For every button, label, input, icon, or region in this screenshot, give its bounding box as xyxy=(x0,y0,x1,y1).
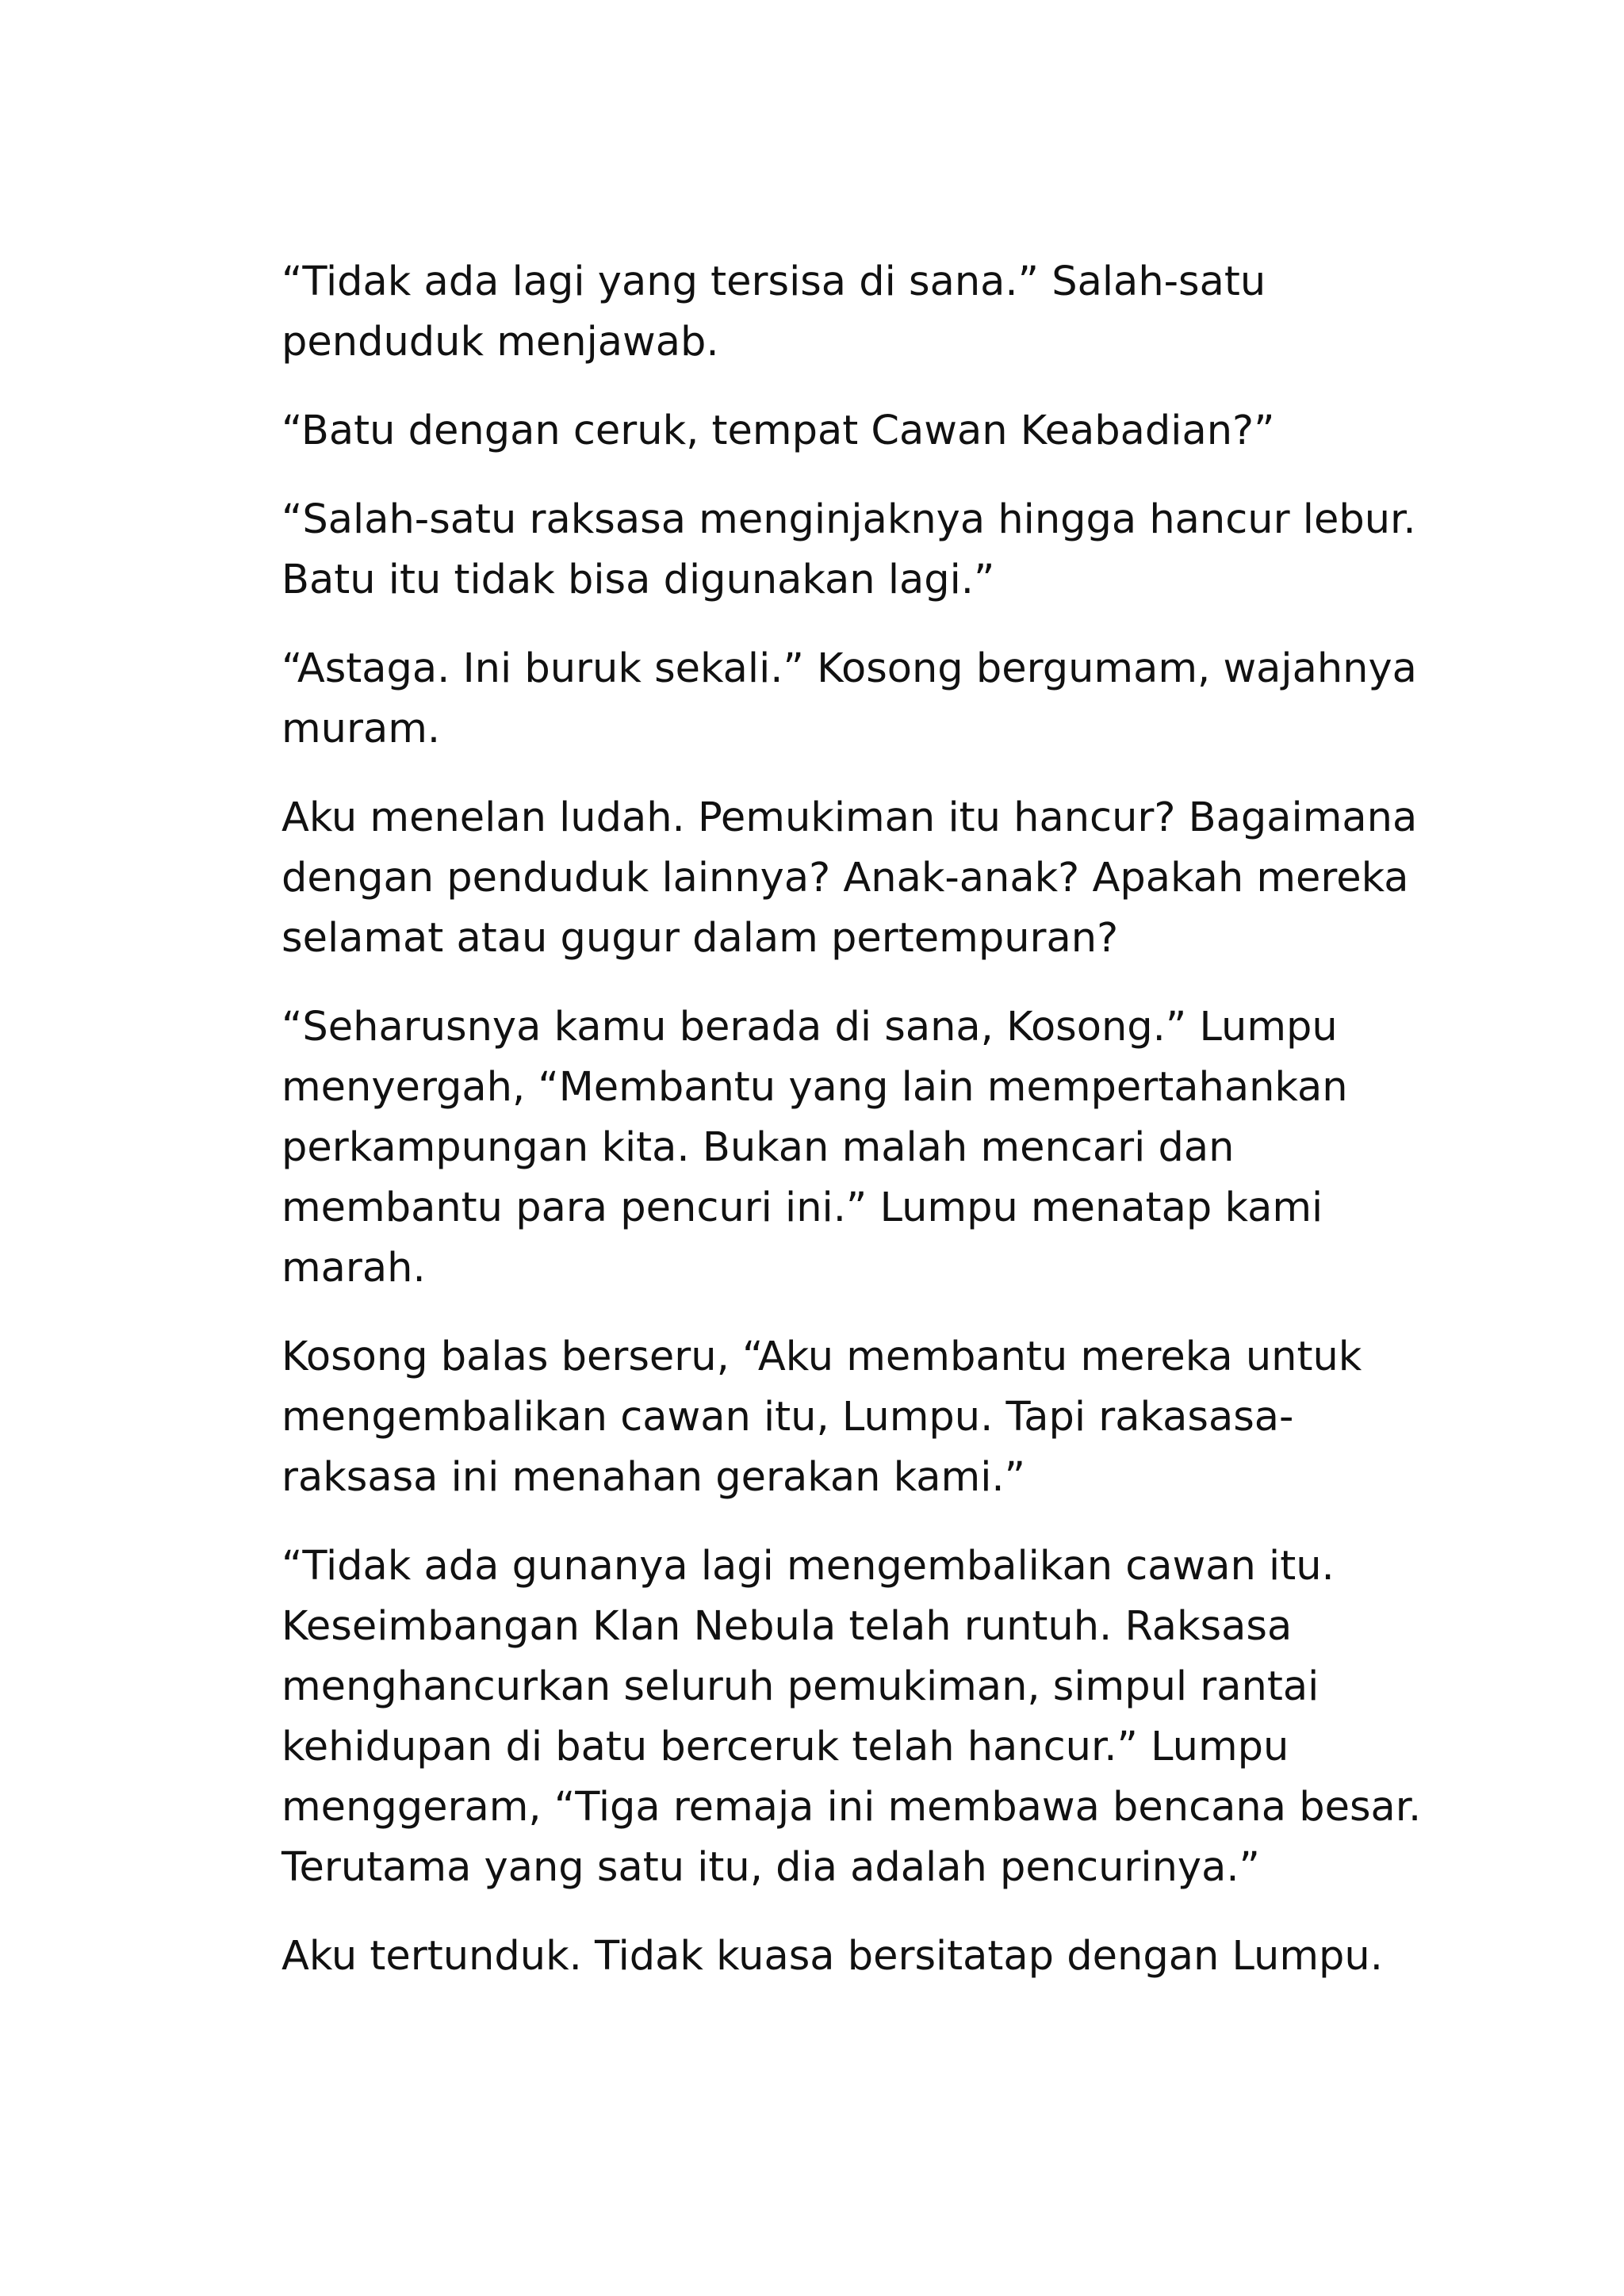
text-line: Kosong balas berseru, “Aku membantu mereka untuk xyxy=(282,1334,1362,1380)
text-line: “Salah-satu raksasa menginjaknya hingga hancur lebur. xyxy=(282,496,1416,543)
paragraph-2 xyxy=(282,401,1384,461)
text-line: Terutama yang satu itu, dia adalah pencurinya.” xyxy=(282,1844,1260,1891)
story-text xyxy=(282,252,1422,2015)
text-line: “Astaga. Ini buruk sekali.” Kosong bergumam, wajahnya xyxy=(282,645,1417,692)
text-line: Aku tertunduk. Tidak kuasa bersitatap dengan Lumpu. xyxy=(282,1933,1383,1980)
paragraph-3 xyxy=(282,490,1416,610)
text-line: membantu para pencuri ini.” Lumpu menatap kami xyxy=(282,1184,1323,1231)
paragraph-1 xyxy=(282,252,1384,373)
paragraph-6 xyxy=(282,997,1384,1299)
text-line: menghancurkan seluruh pemukiman, simpul rantai xyxy=(282,1663,1320,1710)
text-line: menyergah, “Membantu yang lain mempertahankan xyxy=(282,1064,1348,1111)
paragraph-5 xyxy=(282,788,1418,969)
text-line: Batu itu tidak bisa digunakan lagi.” xyxy=(282,557,995,603)
text-line: dengan penduduk lainnya? Anak-anak? Apakah mereka xyxy=(282,855,1409,901)
text-line: “Tidak ada lagi yang tersisa di sana.” Salah-satu xyxy=(282,258,1266,305)
paragraph-9 xyxy=(282,1927,1384,1987)
text-line: Keseimbangan Klan Nebula telah runtuh. Raksasa xyxy=(282,1603,1293,1650)
text-line: perkampungan kita. Bukan malah mencari dan xyxy=(282,1124,1235,1171)
text-line: marah. xyxy=(282,1245,426,1292)
text-line: Aku menelan ludah. Pemukiman itu hancur? Bagaimana xyxy=(282,794,1418,841)
text-line: “Seharusnya kamu berada di sana, Kosong.” Lumpu xyxy=(282,1004,1338,1050)
text-line: penduduk menjawab. xyxy=(282,319,719,365)
text-line: kehidupan di batu berceruk telah hancur.” Lumpu xyxy=(282,1724,1289,1770)
paragraph-8 xyxy=(282,1536,1422,1898)
text-line: mengembalikan cawan itu, Lumpu. Tapi rakasasa- xyxy=(282,1394,1294,1441)
text-line: “Tidak ada gunanya lagi mengembalikan cawan itu. xyxy=(282,1543,1335,1590)
text-line: menggeram, “Tiga remaja ini membawa bencana besar. xyxy=(282,1784,1422,1831)
text-line: raksasa ini menahan gerakan kami.” xyxy=(282,1454,1025,1501)
text-line: selamat atau gugur dalam pertempuran? xyxy=(282,915,1119,962)
paragraph-4 xyxy=(282,639,1417,760)
text-line: “Batu dengan ceruk, tempat Cawan Keabadian?” xyxy=(282,408,1275,454)
paragraph-7 xyxy=(282,1327,1384,1508)
text-line: muram. xyxy=(282,706,441,752)
